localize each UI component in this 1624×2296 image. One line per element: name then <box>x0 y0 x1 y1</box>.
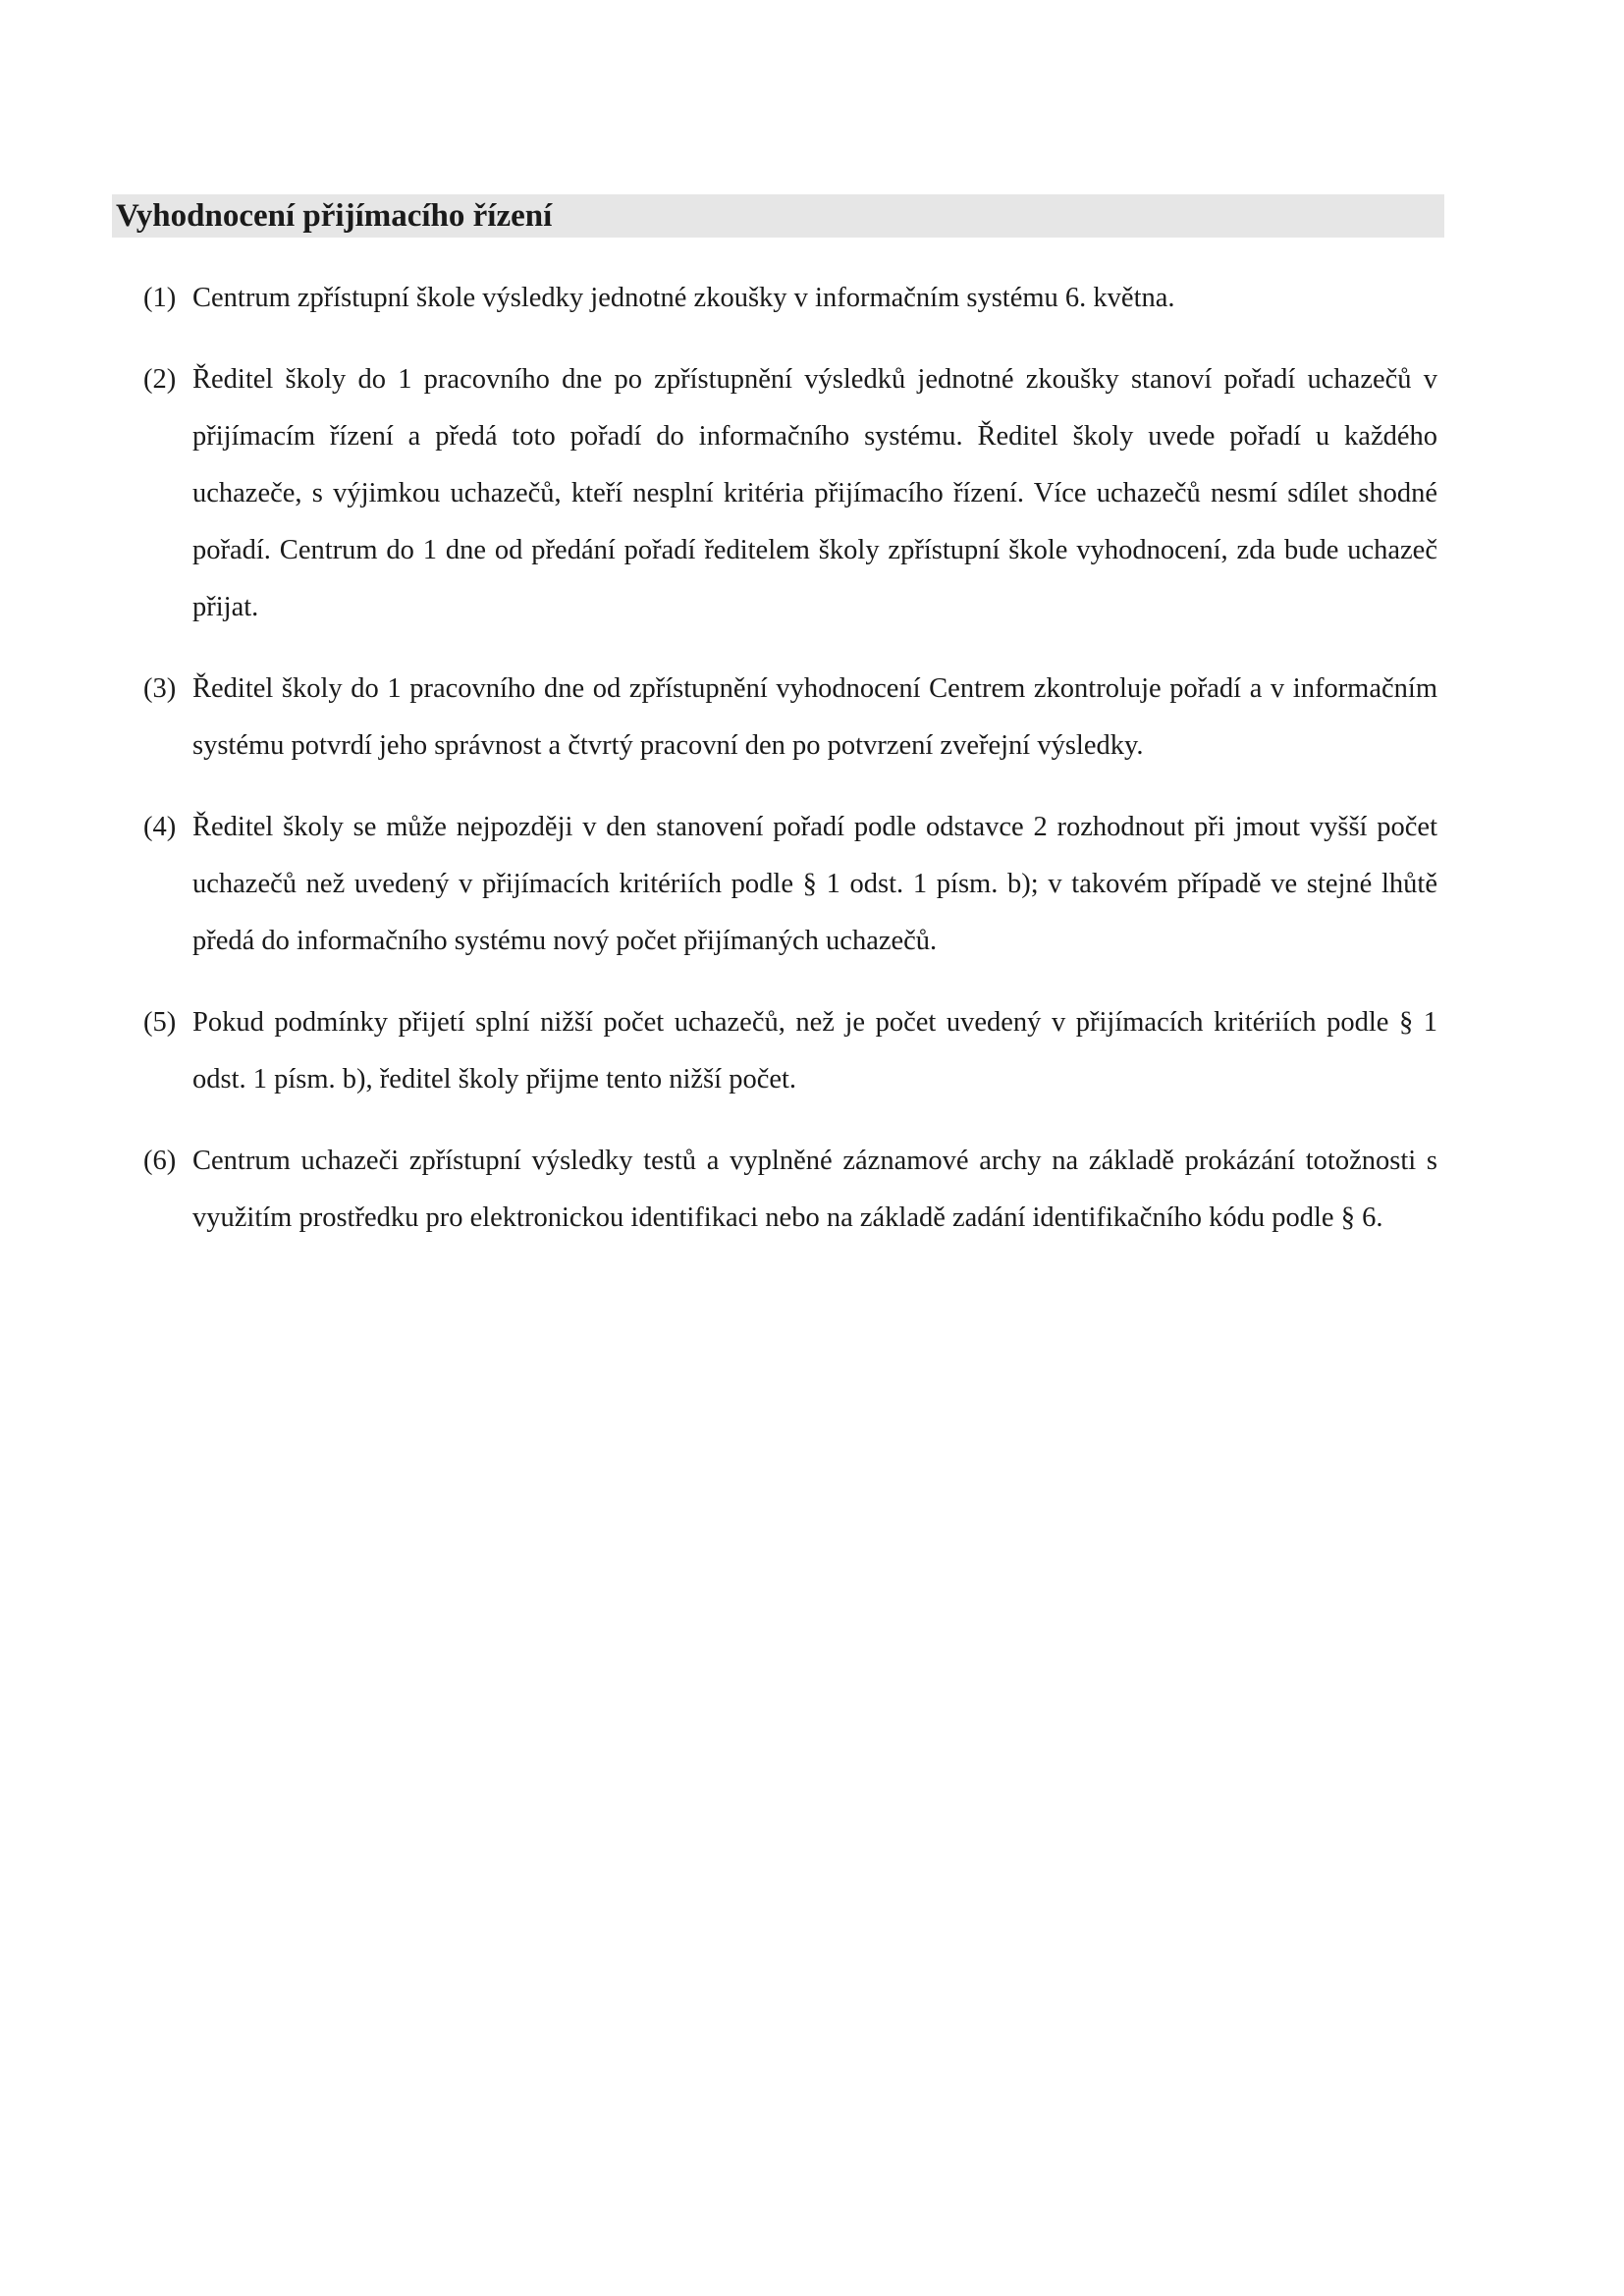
paragraph-text: Centrum zpřístupní škole výsledky jednotné zkoušky v informačním systému 6. května. <box>192 283 1175 313</box>
paragraph-number: (5) <box>143 1007 177 1038</box>
paragraph-number: (2) <box>143 364 177 395</box>
paragraph-text: Ředitel školy do 1 pracovního dne od zpřístupnění vyhodnocení Centrem zkontroluje pořadí a v informačním systému potvrdí jeho správnost a čtvrtý pracovní den po potvrzení zveřejní výsledky. <box>192 673 1437 761</box>
paragraph-3 <box>143 661 1437 774</box>
paragraph-6 <box>143 1133 1437 1247</box>
paragraph-5 <box>143 994 1437 1108</box>
paragraph-number: (6) <box>143 1146 177 1176</box>
section-heading: Vyhodnocení přijímacího řízení <box>116 198 553 234</box>
paragraph-number: (3) <box>143 673 177 704</box>
paragraph-text: Ředitel školy do 1 pracovního dne po zpřístupnění výsledků jednotné zkoušky stanoví pořadí uchazečů v přijímacím řízení a předá toto pořadí do informačního systému. Ředitel školy uvede pořadí u každého uchazeče, s výjimkou uchazečů, kteří nesplní kritéria přijímacího řízení. Více uchazečů nesmí sdílet shodné pořadí. Centrum do 1 dne od předání pořadí ředitelem školy zpřístupní škole vyhodnocení, zda bude uchazeč přijat. <box>192 364 1437 622</box>
paragraph-1 <box>143 270 1437 327</box>
paragraph-text: Centrum uchazeči zpřístupní výsledky testů a vyplněné záznamové archy na základě prokázání totožnosti s využitím prostředku pro elektronickou identifikaci nebo na základě zadání identifikačního kódu podle § 6. <box>192 1146 1437 1233</box>
paragraph-list <box>143 270 1437 1271</box>
paragraph-number: (4) <box>143 812 177 842</box>
paragraph-4 <box>143 799 1437 970</box>
paragraph-text: Pokud podmínky přijetí splní nižší počet uchazečů, než je počet uvedený v přijímacích kritériích podle § 1 odst. 1 písm. b), ředitel školy přijme tento nižší počet. <box>192 1007 1437 1095</box>
paragraph-text: Ředitel školy se může nejpozději v den stanovení pořadí podle odstavce 2 rozhodnout při jmout vyšší počet uchazečů než uvedený v přijímacích kritériích podle § 1 odst. 1 písm. b); v takovém případě ve stejné lhůtě předá do informačního systému nový počet přijímaných uchazečů. <box>192 812 1437 956</box>
paragraph-number: (1) <box>143 283 177 313</box>
paragraph-2 <box>143 351 1437 636</box>
